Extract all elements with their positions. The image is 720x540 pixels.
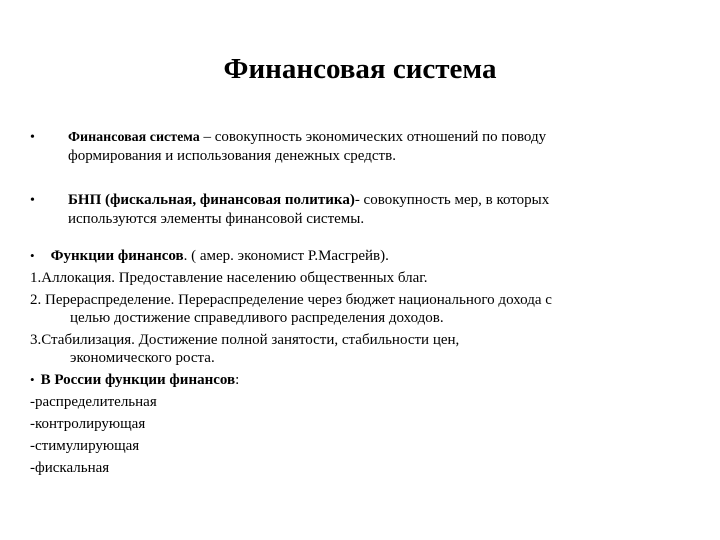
functions-term: Функции финансов: [50, 248, 184, 264]
bullet-line: используются элементы финансовой системы.: [68, 211, 365, 227]
bullet-icon: •: [30, 193, 35, 208]
list-item: 1.Аллокация. Предоставление населению общественных благ.: [30, 270, 428, 286]
bullet-icon: •: [30, 130, 35, 145]
russia-heading: [30, 371, 690, 389]
list-item-continuation: целью достижение справедливого распределения доходов.: [70, 310, 444, 326]
list-item: -стимулирующая: [30, 438, 140, 454]
bullet-term: БНП (фискальная, финансовая политика): [68, 192, 355, 208]
list-item: -фискальная: [30, 460, 110, 476]
functions-list: [30, 247, 690, 477]
list-item: -распределительная: [30, 394, 157, 410]
bullet-text: - совокупность мер, в которых: [354, 192, 550, 208]
bullet-line: [68, 128, 690, 147]
bullet-body: [68, 191, 690, 229]
russia-term: В России функции финансов: [40, 372, 236, 388]
bullet-body: [68, 128, 690, 166]
functions-note: . ( амер. экономист Р.Масгрейв).: [183, 248, 389, 264]
bullet-term: Финансовая система: [68, 130, 200, 145]
bullet-line: формирования и использования денежных средств.: [68, 148, 396, 164]
russia-colon: :: [235, 372, 240, 388]
bullet-icon: •: [30, 248, 35, 263]
slide-title: Финансовая система: [223, 53, 497, 85]
functions-heading: [30, 247, 690, 265]
list-item: 3.Стабилизация. Достижение полной занятости, стабильности цен,: [30, 332, 460, 348]
list-item: 2. Перераспределение. Перераспределение через бюджет национального дохода с: [30, 292, 552, 308]
bullet-text: – совокупность экономических отношений по поводу: [199, 129, 547, 145]
list-item: -контролирующая: [30, 416, 146, 432]
list-item-continuation: экономического роста.: [70, 350, 215, 366]
bullet-line: [68, 191, 690, 210]
definition-bullet-financial-system: [30, 128, 690, 166]
definition-bullet-policy: [30, 191, 690, 229]
bullet-icon: •: [30, 372, 35, 387]
